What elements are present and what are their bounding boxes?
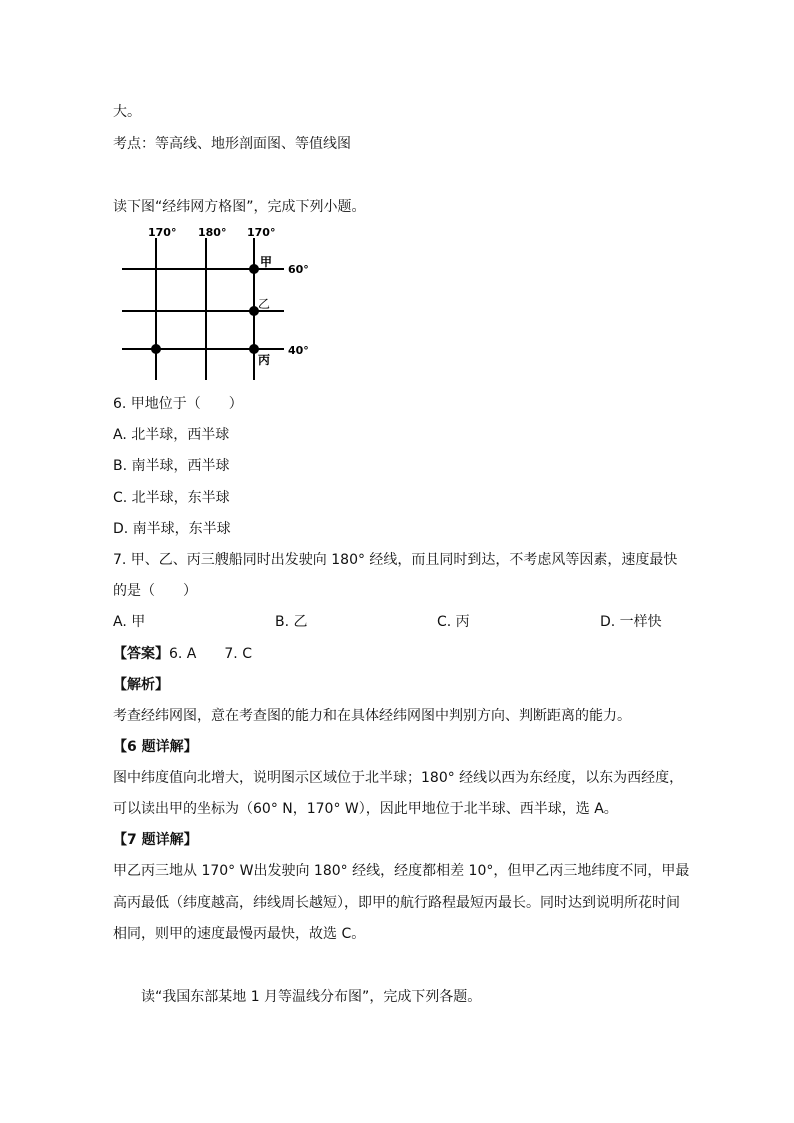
question-7-cont: 的是（ ） [113, 583, 197, 599]
point-jia [249, 264, 259, 274]
analysis-text: 考查经纬网图，意在考查图的能力和在具体经纬网图中判别方向、判断距离的能力。 [113, 708, 631, 724]
detail-7-line: 甲乙丙三地从 170° W出发驶向 180° 经线，经度都相差 10°，但甲乙丙三地纬度不同，甲最 [113, 863, 690, 879]
longitude-label: 170° [247, 226, 276, 239]
question-6: 6. 甲地位于（ ） [113, 396, 243, 412]
answer-line [113, 645, 252, 663]
latitude-label: 40° [288, 344, 309, 357]
latitude-label: 60° [288, 263, 309, 276]
point-label-jia: 甲 [260, 255, 273, 269]
answer-text: 6. A 7. C [169, 646, 252, 662]
detail-6-label: 【6 题详解】 [113, 739, 198, 755]
question-intro: 读下图“经纬网方格图”，完成下列小题。 [113, 199, 366, 215]
graticule-diagram [112, 224, 332, 382]
text-line: 大。 [113, 104, 141, 120]
detail-7-label: 【7 题详解】 [113, 832, 198, 848]
option-c: C. 北半球，东半球 [113, 490, 230, 506]
longitude-label: 180° [198, 226, 227, 239]
q7-option-c: C. 丙 [437, 614, 470, 630]
option-d: D. 南半球，东半球 [113, 521, 231, 537]
question-7: 7. 甲、乙、丙三艘船同时出发驶向 180° 经线，而且同时到达，不考虑风等因素，速度最快 [113, 552, 678, 568]
point-label-bing: 丙 [258, 353, 271, 367]
detail-6-line: 图中纬度值向北增大，说明图示区域位于北半球；180° 经线以西为东经度，以东为西经度， [113, 770, 684, 786]
detail-7-line: 高丙最低（纬度越高，纬线周长越短），即甲的航行路程最短丙最长。同时达到说明所花时间 [113, 895, 680, 911]
option-b: B. 南半球，西半球 [113, 458, 230, 474]
longitude-label: 170° [148, 226, 177, 239]
point-label-yi: 乙 [258, 297, 271, 311]
next-question-intro: 读“我国东部某地 1 月等温线分布图”，完成下列各题。 [141, 989, 482, 1005]
detail-7-line: 相同，则甲的速度最慢丙最快，故选 C。 [113, 926, 366, 942]
q7-option-b: B. 乙 [275, 614, 308, 630]
analysis-label: 【解析】 [113, 677, 169, 693]
option-a: A. 北半球，西半球 [113, 427, 230, 443]
detail-6-line: 可以读出甲的坐标为（60° N，170° W），因此甲地位于北半球、西半球，选 A。 [113, 801, 618, 817]
exam-point-line: 考点：等高线、地形剖面图、等值线图 [113, 136, 351, 152]
q7-option-a: A. 甲 [113, 614, 146, 630]
answer-label: 【答案】 [113, 646, 169, 662]
point-unlabeled [151, 344, 161, 354]
q7-option-d: D. 一样快 [600, 614, 662, 630]
